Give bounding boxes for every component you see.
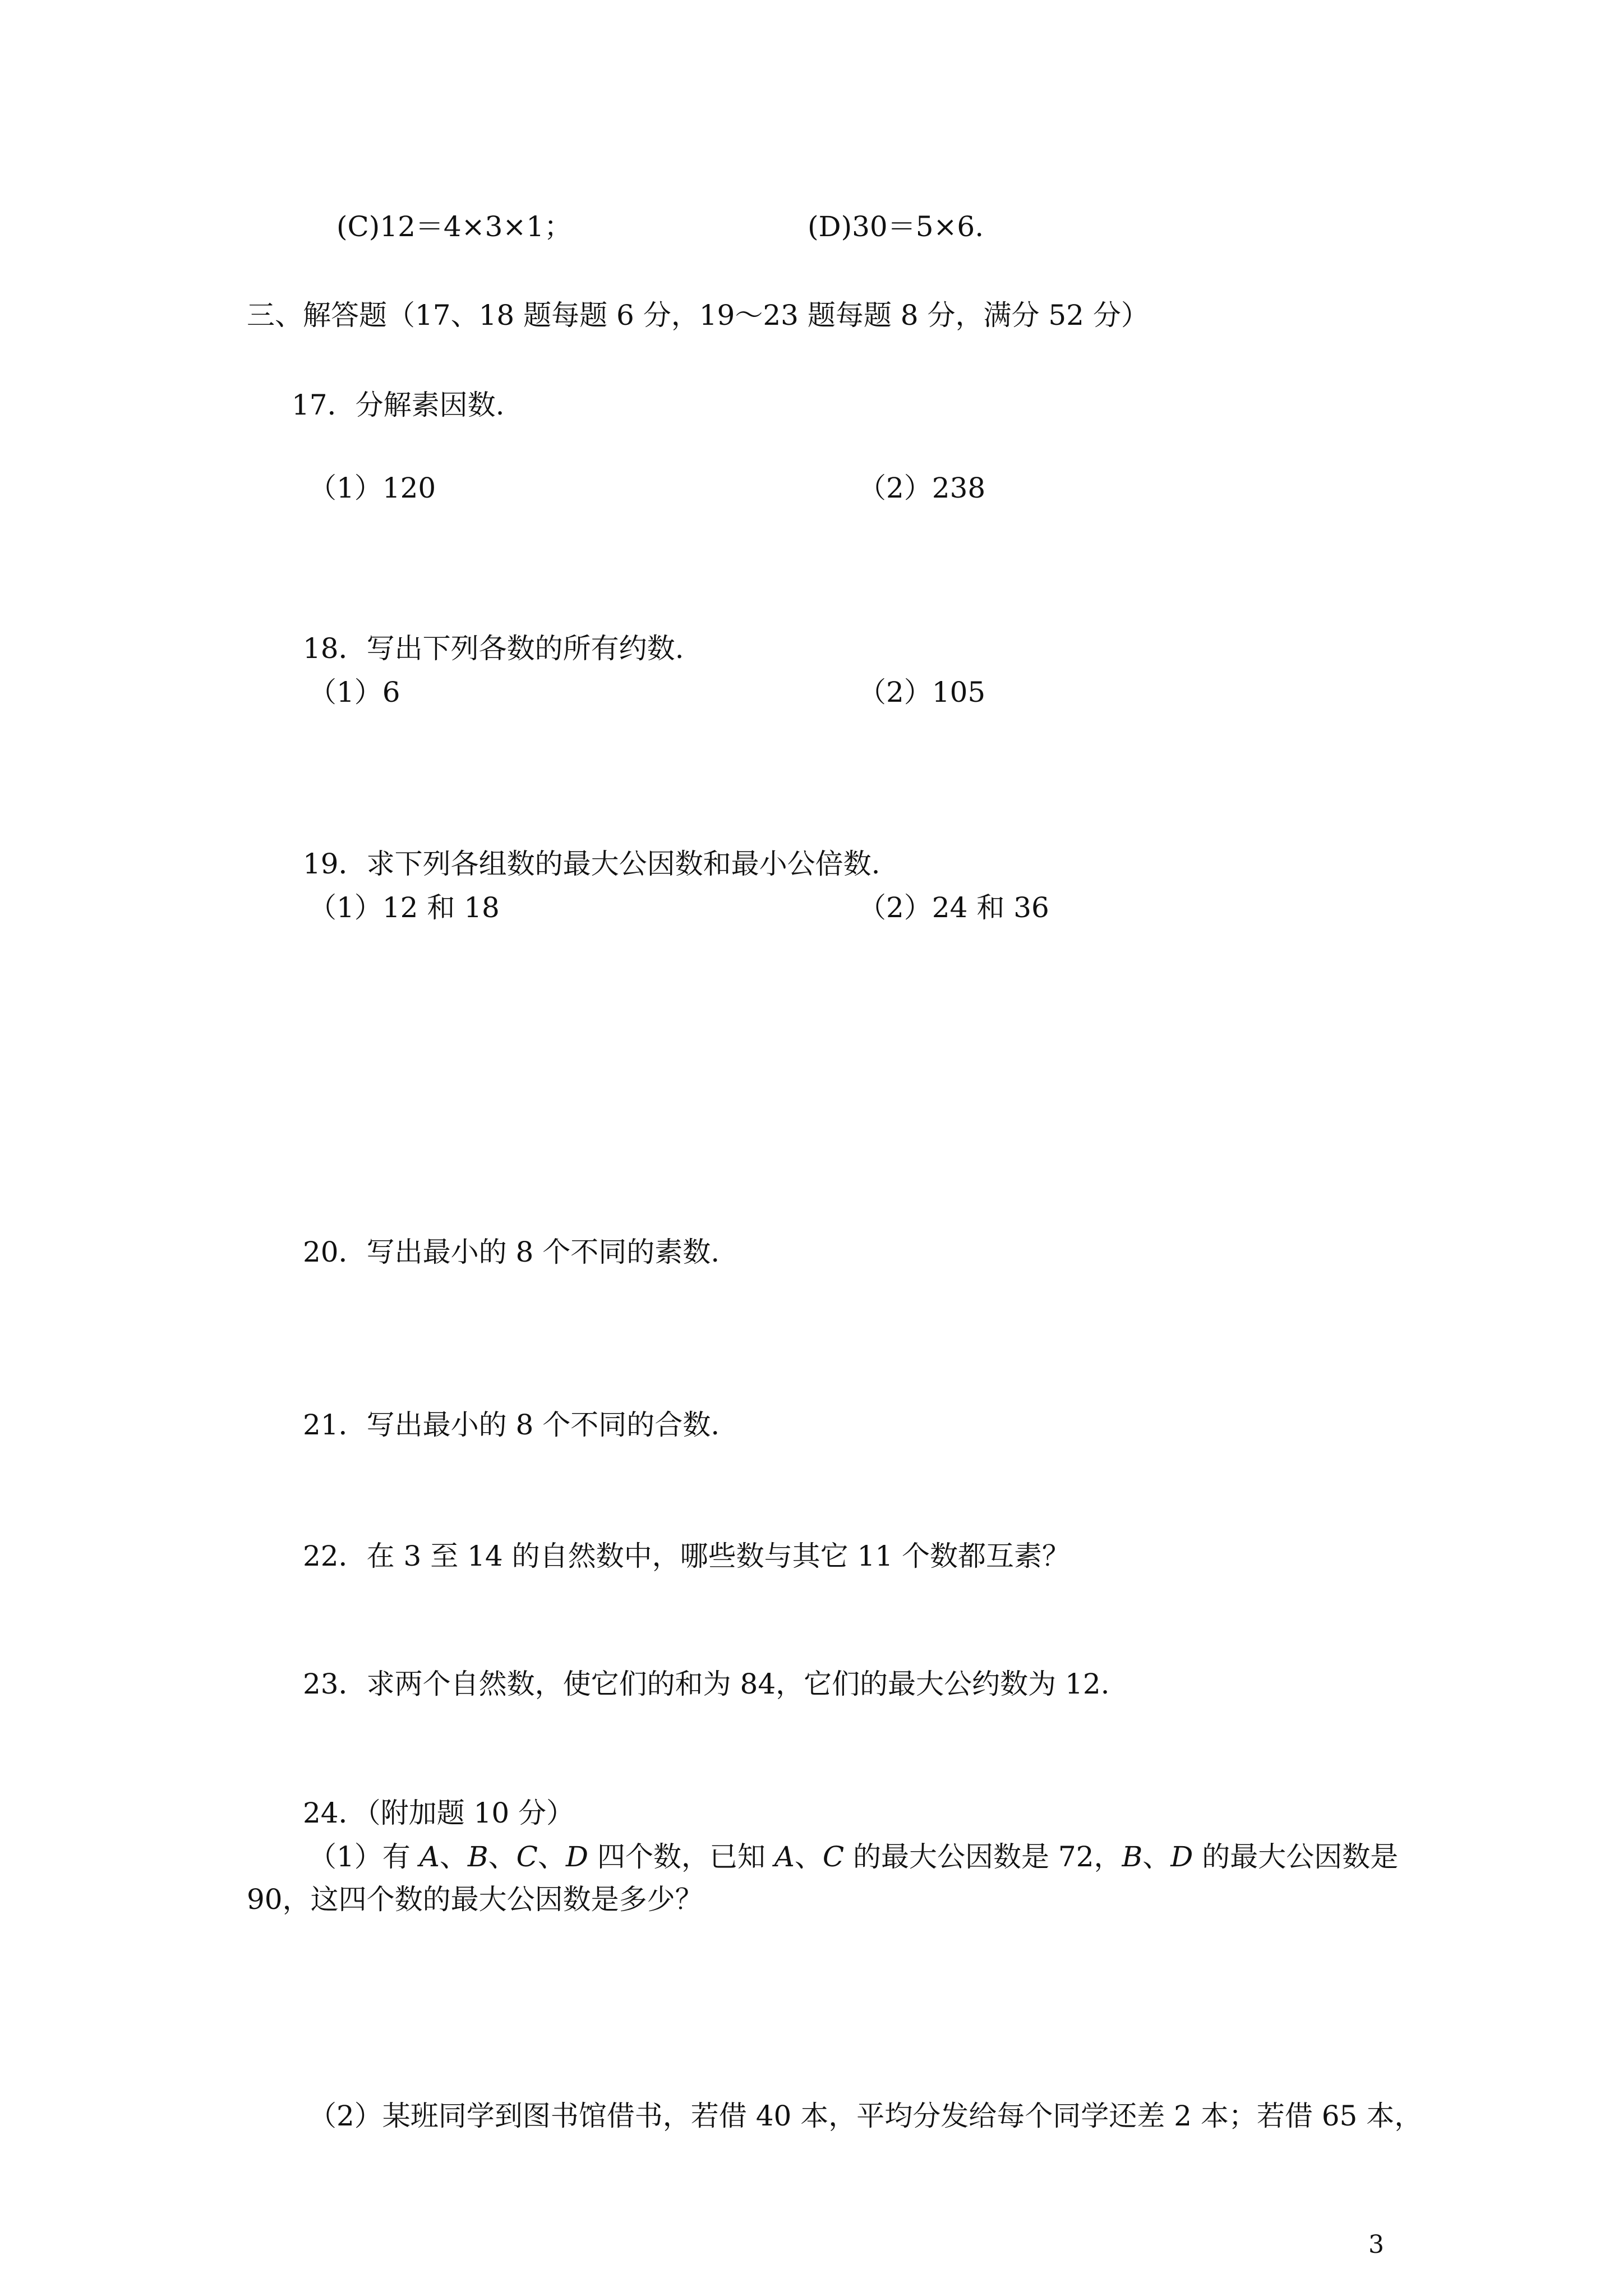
variable-b: B — [1122, 1841, 1143, 1873]
question-17-part-1: （1）120 — [308, 472, 436, 504]
question-22-stem: 22．在 3 至 14 的自然数中，哪些数与其它 11 个数都互素？ — [303, 1540, 1071, 1572]
q24-text: 、 — [488, 1841, 517, 1873]
q24-text: 、 — [1142, 1841, 1171, 1873]
option-d: (D)30＝5×6. — [808, 210, 984, 243]
option-c: (C)12＝4×3×1； — [336, 210, 573, 243]
q24-text: 的最大公因数是 — [1193, 1841, 1399, 1873]
question-18-stem: 18．写出下列各数的所有约数. — [303, 632, 684, 665]
question-24-part-1-line-1 — [308, 1839, 1398, 1875]
q24-text: 、 — [537, 1841, 566, 1873]
question-19-part-1: （1）12 和 18 — [308, 891, 500, 924]
variable-c: C — [822, 1841, 845, 1873]
variable-c: C — [516, 1841, 538, 1873]
variable-a: A — [419, 1841, 440, 1873]
question-23-stem: 23．求两个自然数，使它们的和为 84，它们的最大公约数为 12. — [303, 1668, 1110, 1700]
question-17-part-2: （2）238 — [858, 472, 986, 504]
question-19-part-2: （2）24 和 36 — [858, 891, 1049, 924]
section-heading: 三、解答题（17、18 题每题 6 分，19～23 题每题 8 分，满分 52 分） — [247, 299, 1149, 332]
variable-a: A — [774, 1841, 795, 1873]
q24-text: 四个数，已知 — [588, 1841, 774, 1873]
variable-b: B — [467, 1841, 488, 1873]
question-17-stem: 17．分解素因数. — [292, 389, 505, 421]
question-24-stem: 24．（附加题 10 分） — [303, 1797, 575, 1829]
q24-text: 、 — [439, 1841, 468, 1873]
question-21-stem: 21．写出最小的 8 个不同的合数. — [303, 1409, 720, 1441]
q24-text: （1）有 — [308, 1841, 419, 1873]
page-number: 3 — [1368, 2230, 1384, 2259]
variable-d: D — [1170, 1841, 1193, 1873]
question-24-part-1-line-2: 90，这四个数的最大公因数是多少？ — [247, 1883, 703, 1916]
question-20-stem: 20．写出最小的 8 个不同的素数. — [303, 1236, 720, 1268]
q24-text: 、 — [794, 1841, 823, 1873]
question-24-part-2: （2）某班同学到图书馆借书，若借 40 本，平均分发给每个同学还差 2 本；若借 65 本， — [308, 2100, 1423, 2132]
question-18-part-1: （1）6 — [308, 676, 400, 708]
question-18-part-2: （2）105 — [858, 676, 986, 708]
q24-text: 的最大公因数是 72， — [844, 1841, 1122, 1873]
question-19-stem: 19．求下列各组数的最大公因数和最小公倍数. — [303, 848, 880, 880]
variable-d: D — [565, 1841, 588, 1873]
